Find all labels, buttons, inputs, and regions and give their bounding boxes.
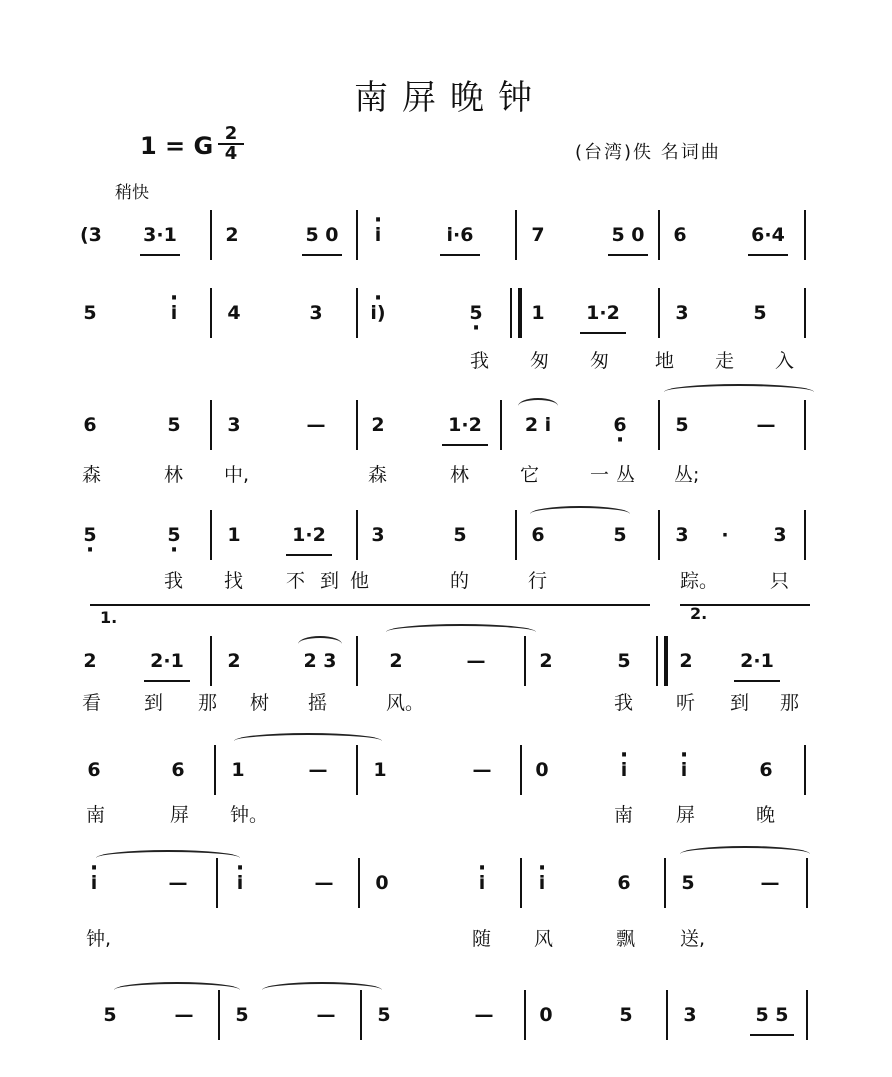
lyric: 到 bbox=[730, 692, 750, 714]
note: 6 bbox=[617, 872, 631, 894]
lyric: 丛 bbox=[616, 464, 636, 486]
credit-line: (台湾)佚 名词曲 bbox=[575, 142, 721, 163]
barline bbox=[520, 745, 522, 795]
lyric: 我 bbox=[470, 350, 490, 372]
beam bbox=[440, 254, 480, 256]
lyric: 一 bbox=[590, 464, 610, 486]
lyric: 踪。 bbox=[680, 570, 719, 592]
note: 5 bbox=[753, 302, 767, 324]
tie bbox=[114, 982, 240, 998]
note: 4 bbox=[227, 302, 241, 324]
lyric: 他 bbox=[350, 570, 370, 592]
volta-2-label: 2. bbox=[690, 604, 708, 623]
note: 5 bbox=[167, 414, 181, 436]
note: 5 bbox=[613, 524, 627, 546]
time-signature-bottom: 4 bbox=[224, 143, 238, 164]
lyric: 不 bbox=[286, 570, 306, 592]
beam bbox=[286, 554, 332, 556]
repeat-barline bbox=[510, 288, 522, 338]
barline bbox=[524, 636, 526, 686]
lyric: 中, bbox=[224, 464, 250, 486]
note: 2 bbox=[83, 650, 97, 672]
time-signature bbox=[218, 123, 244, 164]
volta-1-label: 1. bbox=[100, 608, 118, 627]
barline bbox=[666, 990, 668, 1040]
note: 1 bbox=[373, 759, 387, 781]
barline bbox=[210, 210, 212, 260]
lyric: 地 bbox=[655, 350, 675, 372]
lyric: 我 bbox=[614, 692, 634, 714]
note: — bbox=[168, 872, 188, 894]
note: · i bbox=[472, 872, 492, 894]
note: 2 bbox=[679, 650, 693, 672]
note: 3 bbox=[675, 524, 689, 546]
note: — bbox=[174, 1004, 194, 1026]
note: 3·1 bbox=[143, 224, 177, 246]
lyrics-row-5 bbox=[80, 688, 820, 716]
barline bbox=[356, 210, 358, 260]
barline bbox=[515, 210, 517, 260]
barline bbox=[806, 990, 808, 1040]
tie bbox=[96, 850, 240, 866]
lyric: 到 bbox=[320, 570, 340, 592]
tie bbox=[234, 733, 382, 749]
lyric: 到 bbox=[144, 692, 164, 714]
note: — bbox=[756, 414, 776, 436]
key-signature: 1 = G bbox=[140, 132, 214, 160]
note: (3 bbox=[80, 224, 102, 246]
barline bbox=[658, 400, 660, 450]
barline bbox=[356, 745, 358, 795]
barline bbox=[515, 510, 517, 560]
lyric: 林 bbox=[450, 464, 470, 486]
staff-row-3 bbox=[80, 400, 820, 460]
lyric: 飘 bbox=[616, 928, 636, 950]
note: — bbox=[308, 759, 328, 781]
note: — bbox=[474, 1004, 494, 1026]
tie bbox=[664, 384, 814, 400]
barline bbox=[804, 400, 806, 450]
note: 2 bbox=[371, 414, 385, 436]
lyrics-row-6 bbox=[80, 800, 820, 828]
note: 5 · bbox=[80, 524, 100, 546]
lyric: 送, bbox=[680, 928, 706, 950]
lyric: 森 bbox=[82, 464, 102, 486]
tempo-marking: 稍快 bbox=[115, 183, 149, 203]
note: 1 bbox=[227, 524, 241, 546]
staff-row-6 bbox=[80, 745, 820, 805]
note: 2 bbox=[227, 650, 241, 672]
barline bbox=[658, 510, 660, 560]
lyric: 行 bbox=[528, 570, 548, 592]
tie bbox=[680, 846, 810, 862]
note: 1·2 bbox=[448, 414, 482, 436]
barline bbox=[356, 400, 358, 450]
note: · i bbox=[164, 302, 184, 324]
lyric: 屏 bbox=[676, 804, 696, 826]
beam bbox=[748, 254, 788, 256]
lyric: 那 bbox=[198, 692, 218, 714]
note: — bbox=[466, 650, 486, 672]
note: 0 bbox=[375, 872, 389, 894]
barline bbox=[804, 210, 806, 260]
repeat-barline bbox=[656, 636, 668, 686]
volta-1-bracket bbox=[90, 604, 650, 606]
lyric: 风。 bbox=[386, 692, 425, 714]
barline bbox=[356, 288, 358, 338]
note: 6 bbox=[171, 759, 185, 781]
note: 6 · bbox=[610, 414, 630, 436]
barline bbox=[356, 636, 358, 686]
lyric: 风 bbox=[534, 928, 554, 950]
lyrics-row-3 bbox=[80, 460, 820, 488]
note: · i bbox=[532, 872, 552, 894]
tie bbox=[386, 624, 536, 640]
note: 3 bbox=[309, 302, 323, 324]
note: 6 bbox=[87, 759, 101, 781]
note: — bbox=[316, 1004, 336, 1026]
note: 1 bbox=[231, 759, 245, 781]
note: 5 · bbox=[466, 302, 486, 324]
note: 0 bbox=[539, 1004, 553, 1026]
note: · i bbox=[230, 872, 250, 894]
note: 2·1 bbox=[740, 650, 774, 672]
note: 5 bbox=[675, 414, 689, 436]
note: 2·1 bbox=[150, 650, 184, 672]
barline bbox=[210, 400, 212, 450]
barline bbox=[214, 745, 216, 795]
note: · i bbox=[84, 872, 104, 894]
note: 3 bbox=[675, 302, 689, 324]
note: 2 bbox=[225, 224, 239, 246]
note: 2 i bbox=[524, 414, 552, 436]
note: 6·4 bbox=[751, 224, 785, 246]
lyric: 看 bbox=[82, 692, 102, 714]
lyric: 入 bbox=[775, 350, 795, 372]
note: 5 bbox=[681, 872, 695, 894]
note: 2 bbox=[539, 650, 553, 672]
barline bbox=[658, 210, 660, 260]
lyric: 晚 bbox=[756, 804, 776, 826]
lyric: 南 bbox=[86, 804, 106, 826]
note: 2 3 bbox=[303, 650, 337, 672]
staff-row-1 bbox=[80, 210, 820, 270]
note: 3 bbox=[227, 414, 241, 436]
staff-row-4 bbox=[80, 510, 820, 570]
staff-row-8 bbox=[80, 990, 820, 1050]
note: 3 bbox=[683, 1004, 697, 1026]
beam bbox=[442, 444, 488, 446]
note: 5 · bbox=[164, 524, 184, 546]
note: · i bbox=[368, 224, 388, 246]
lyric: 屏 bbox=[170, 804, 190, 826]
note: — bbox=[314, 872, 334, 894]
note: 5 5 bbox=[755, 1004, 789, 1026]
lyric: 我 bbox=[164, 570, 184, 592]
beam bbox=[140, 254, 180, 256]
barline bbox=[210, 636, 212, 686]
beam bbox=[734, 680, 780, 682]
lyric: 随 bbox=[472, 928, 492, 950]
lyrics-row-2 bbox=[80, 346, 820, 374]
lyric: 那 bbox=[780, 692, 800, 714]
lyric: 它 bbox=[520, 464, 540, 486]
barline bbox=[804, 745, 806, 795]
song-title: 南屏晚钟 bbox=[354, 78, 546, 118]
staff-row-7 bbox=[80, 858, 820, 918]
tie bbox=[298, 636, 342, 652]
barline bbox=[358, 858, 360, 908]
note: · i bbox=[614, 759, 634, 781]
lyric: 林 bbox=[164, 464, 184, 486]
note: 3 bbox=[773, 524, 787, 546]
lyric: 走 bbox=[715, 350, 735, 372]
note: 6 bbox=[531, 524, 545, 546]
note: — bbox=[472, 759, 492, 781]
barline bbox=[210, 288, 212, 338]
note: · i) bbox=[368, 302, 388, 324]
lyrics-row-4 bbox=[80, 566, 820, 594]
lyric: 树 bbox=[250, 692, 270, 714]
note: 5 bbox=[103, 1004, 117, 1026]
lyrics-row-7 bbox=[80, 924, 820, 952]
note: 5 bbox=[617, 650, 631, 672]
note: 0 bbox=[535, 759, 549, 781]
note: i·6 bbox=[446, 224, 474, 246]
barline bbox=[804, 510, 806, 560]
beam bbox=[144, 680, 190, 682]
tie bbox=[262, 982, 382, 998]
beam bbox=[580, 332, 626, 334]
note: 2 bbox=[389, 650, 403, 672]
lyric: 丛; bbox=[674, 464, 700, 486]
barline bbox=[806, 858, 808, 908]
note: 5 bbox=[377, 1004, 391, 1026]
barline bbox=[658, 288, 660, 338]
note: 5 bbox=[453, 524, 467, 546]
lyric: 只 bbox=[770, 570, 790, 592]
barline bbox=[356, 510, 358, 560]
lyric: 的 bbox=[450, 570, 470, 592]
beam bbox=[750, 1034, 794, 1036]
beam bbox=[302, 254, 342, 256]
note: 5 0 bbox=[611, 224, 645, 246]
staff-row-2 bbox=[80, 288, 820, 348]
lyric: 钟, bbox=[86, 928, 112, 950]
lyric: 钟。 bbox=[230, 804, 269, 826]
barline bbox=[210, 510, 212, 560]
tie bbox=[518, 398, 558, 414]
barline bbox=[520, 858, 522, 908]
barline bbox=[500, 400, 502, 450]
note: 1·2 bbox=[586, 302, 620, 324]
barline bbox=[524, 990, 526, 1040]
note: — bbox=[306, 414, 326, 436]
barline bbox=[664, 858, 666, 908]
note: 1 bbox=[531, 302, 545, 324]
note: 5 bbox=[83, 302, 97, 324]
lyric: 匆 bbox=[530, 350, 550, 372]
note: 5 bbox=[235, 1004, 249, 1026]
note: 6 bbox=[759, 759, 773, 781]
note: — bbox=[760, 872, 780, 894]
note: 6 bbox=[673, 224, 687, 246]
beam bbox=[608, 254, 648, 256]
note: 5 0 bbox=[305, 224, 339, 246]
lyric: 听 bbox=[676, 692, 696, 714]
note: 6 bbox=[83, 414, 97, 436]
note: · i bbox=[674, 759, 694, 781]
lyric: 找 bbox=[224, 570, 244, 592]
lyric: 森 bbox=[368, 464, 388, 486]
lyric: 南 bbox=[614, 804, 634, 826]
note: 7 bbox=[531, 224, 545, 246]
note: 1·2 bbox=[292, 524, 326, 546]
note: 3 bbox=[371, 524, 385, 546]
note: 5 bbox=[619, 1004, 633, 1026]
tie bbox=[530, 506, 630, 522]
note: · bbox=[721, 524, 729, 546]
staff-row-5 bbox=[80, 636, 820, 696]
barline bbox=[804, 288, 806, 338]
lyric: 摇 bbox=[308, 692, 328, 714]
time-signature-top: 2 bbox=[224, 123, 238, 144]
lyric: 匆 bbox=[590, 350, 610, 372]
